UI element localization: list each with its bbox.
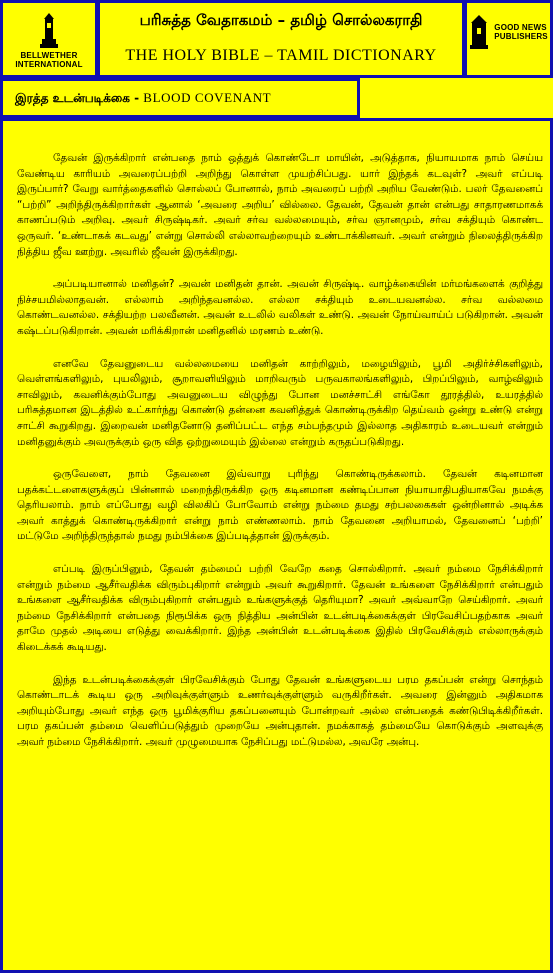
entry-separator: -: [129, 91, 144, 105]
article-paragraph-1: தேவன் இருக்கிறார் என்பதை நாம் ஒத்துக் கொண்டோ மாயின், அடுத்தாக, நியாயமாக நாம் செய்ய வேண்டிய காரியம் அவரைப்பற்றி அறிந்து கொள்ள முயற்சிப்பது. யார் இந்தக் கடவுள்? அவர் எப்படி இருப்பார்? வேறு வார்த்தைகளில் சொல்லப் போனால், நாம் அவரைப் பற்றி அறிய வேண்டும். பலர் தேவனைப் “பற்றி” அறிந்திருக்கிறார்கள் ஆனால் ‘அவரை அறிய’ வில்லை. தேவன், தேவன் தான் என்பது சாதாரணமாகக் காணப்படும் அறிவு. அவர் சிருஷ்டிகர். அவர் சர்வ வல்லமையும், சர்வ ஞானமும், சர்வ சக்தியும் கொண்ட ஒருவர். ‘உண்டாகக் கடவது’ என்று சொல்லி எல்லாவற்றையும் உண்டாக்கினவர். அவர் என்றும் நிலைத்திருக்கிற நித்திய ஜீவ ஊற்று. அவரில் ஜீவன் இருக்கிறது.: [17, 152, 543, 258]
article-paragraph-4: ஒருவேளை, நாம் தேவனை இவ்வாறு புரிந்து கொண்டிருக்கலாம். தேவன் கடினமான பதக்கட்டளைகளுக்குப் பின்னால் மறைந்திருக்கிற ஒரு கடினமான கண்டிப்பான நியாயாதிபதியாகவே நமக்கு தெரியலாம். நாம் எப்போது வழி விலகிப் போவோம் என்று நம்மை தமது சற்பலகைகள் ஒன்றினால் அடிக்க அவர் காத்துக் கொண்டிருக்கிறார் என்று நாம் எண்ணலாம். நாம் தேவனை அறியாமல், தேவனைப் ‘பற்றி’ மட்டுமே அறிந்திருந்தால் நமது நம்பிக்கை இப்படித்தான் இருக்கும்.: [17, 468, 543, 543]
entry-heading-panel: [0, 78, 360, 118]
bellwether-logo: [3, 13, 95, 69]
good-news-logo: [467, 15, 550, 49]
article-panel: [0, 118, 553, 973]
good-news-logo-line1: GOOD NEWS: [494, 23, 547, 32]
good-news-logo-panel: [464, 0, 553, 78]
article-paragraph-2: அப்படியானால் மனிதன்? அவன் மனிதன் தான். அவன் சிருஷ்டி. வாழ்க்கையின் மர்மங்களைக் குறித்து நிச்சயமில்லாதவன். எல்லாம் அறிந்தவனல்ல. எல்லா சக்தியும் உடையவனல்ல. சர்வ வல்லமை கொண்டவனல்ல. சக்தியற்ற பலவீனன். அவன் உடலில் வலிகள் உண்டு. அவன் நோய்வாய்ப் படுகிறான். அவன் கஷ்டப்படுகிறான். அவன் மரிக்கிறான் மனிதனில் மரணம் உண்டு.: [17, 278, 543, 337]
bellwether-emblem-icon: [38, 13, 60, 49]
article-paragraph-5: எப்படி இருப்பினும், தேவன் தம்மைப் பற்றி வேறே கதை சொல்கிறார். அவர் நம்மை நேசிக்கிறார் என்றும் நம்மை ஆசீர்வதிக்க விரும்புகிறார் என்றும் அவர் கூறுகிறார். தேவன் உங்களை நேசிக்கிறார் என்பதும் உங்களை ஆசீர்வதிக்க விரும்புகிறார் என்பதும் உங்களுக்குத் தெரியுமா? அவர் அவ்வாறே செய்கிறார். அவர் நம்மை நேசிக்கிறார் என்பதை நிரூபிக்க ஒரு நித்திய அன்பின் உடன்படிக்கைக்குள் பிரவேசிப்பதற்காக அவர் தாமே முதல் அடியை எடுத்து வைக்கிறார். இந்த அன்பின் உடன்படிக்கை இதில் பிரவேசிக்கும் எல்லாருக்கும் கிடைக்கக் கூடியது.: [17, 563, 543, 654]
good-news-emblem-icon: [469, 15, 489, 49]
article-body: [17, 151, 543, 768]
title-panel: [97, 0, 465, 78]
article-paragraph-6: இந்த உடன்படிக்கைக்குள் பிரவேசிக்கும் போது தேவன் உங்களுடைய பரம தகப்பன் என்று சொந்தம் கொண்டாடக் கூடிய ஒரு அறிவுக்குள்ளும் உணர்வுக்குள்ளும் வருகிறீர்கள். அவரை இன்னும் அதிகமாக அறியும்போது அவர் எந்த ஒரு பூமிக்குரிய தகப்பனையும் போன்றவர் அல்ல என்பதைக் கண்டுபிடிக்கிறீர்கள். பரம தகப்பன் தம்மை வெளிப்படுத்தும் முறையே அன்புதான். நமக்காகத் தம்மையே கொடுக்கும் அளவுக்கு அவர் நம்மை நேசிக்கிறார். அவர் முழுமையாக நேசிப்பது மட்டுமல்ல, அவரே அன்பு.: [17, 673, 543, 748]
good-news-logo-line2: PUBLISHERS: [494, 32, 548, 41]
bellwether-logo-line1: BELLWETHER: [20, 51, 78, 60]
entry-term-english: BLOOD COVENANT: [143, 90, 272, 105]
entry-term-tamil: இரத்த உடன்படிக்கை: [15, 91, 130, 105]
title-english: THE HOLY BIBLE – TAMIL DICTIONARY: [125, 47, 437, 64]
entry-heading: [15, 90, 271, 107]
bellwether-logo-panel: [0, 0, 98, 78]
bellwether-logo-line2: INTERNATIONAL: [15, 60, 83, 69]
article-paragraph-3: எனவே தேவனுடைய வல்லமையை மனிதன் காற்றிலும், மழையிலும், பூமி அதிர்ச்சிகளிலும், வெள்ளங்களிலும், புயலிலும், சூறாவளியிலும் மாறிவரும் பருவகாலங்களிலும், பிறப்பிலும், வாழ்விலும் சாவிலும், கவனிக்கும்போது அவனுடைய விழுந்து போன மனச்சாட்சி எங்கோ தூரத்தில், உயரத்தில் பரிசுத்தமான இடத்தில் உட்கார்ந்து கொண்டு தன்னை கவனித்துக் கொண்டிருக்கிற தெய்வம் ஒன்று உண்டு என்று சாட்சி கூறுகிறது. இறைவன் மனிதனோடு தனிப்பட்ட எந்த சம்பந்தமும் இல்லாத அதிகாரம் உடையவர் என்றும் மனிதனுக்கும் அவருக்கும் ஒரு வித ஒற்றுமையும் இல்லை என்றும் கருதப்படுகிறது.: [17, 357, 543, 448]
title-tamil: பரிசுத்த வேதாகமம் – தமிழ் சொல்லகராதி: [139, 11, 423, 29]
